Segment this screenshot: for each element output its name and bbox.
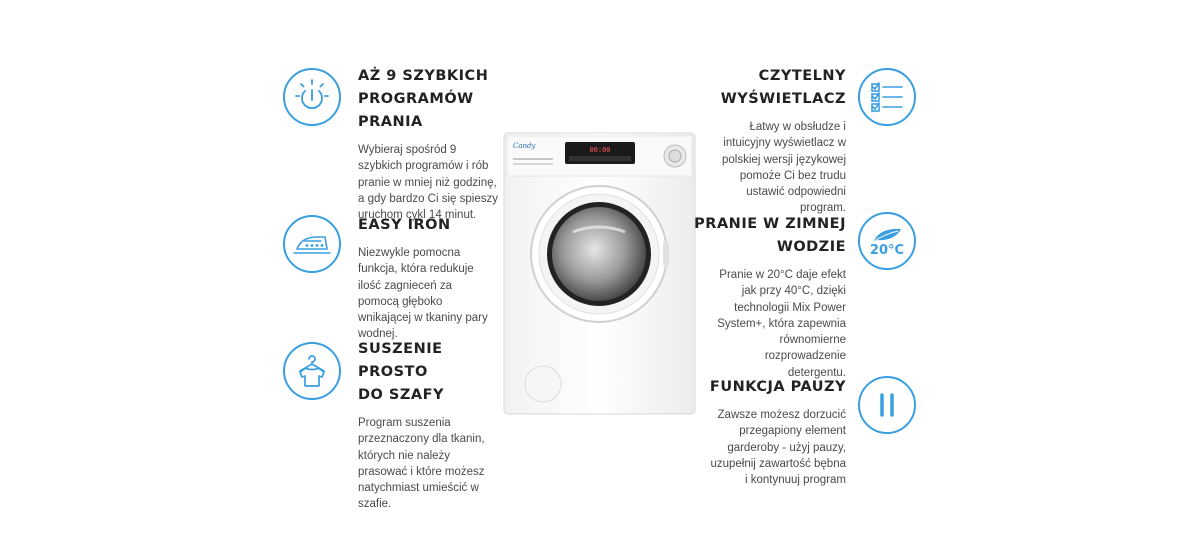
feature-title: AŻ 9 SZYBKICH PROGRAMÓW PRANIA bbox=[358, 68, 489, 130]
temperature-label: 20°C bbox=[869, 242, 905, 258]
feature-title: EASY IRON bbox=[358, 217, 451, 233]
feature-description: Zawsze możesz dorzucić przegapiony element garderoby - użyj pauzy, uzupełnij zawartość bębna i kontynuuj program bbox=[710, 409, 846, 487]
feature-description: Program suszenia przeznaczony dla tkanin, których nie należy prasować i które możesz natychmiast umieścić w szafie. bbox=[358, 417, 485, 511]
pause-icon bbox=[858, 376, 916, 434]
feature-easy-iron bbox=[358, 214, 508, 343]
power-button-icon bbox=[283, 68, 341, 126]
feature-title: SUSZENIE PROSTO DO SZAFY bbox=[358, 341, 444, 403]
feature-description: Wybieraj spośród 9 szybkich programów i rób pranie w mniej niż godzinę, a gdy bardzo Ci się spieszy uruchom cykl 14 minut. bbox=[358, 144, 498, 222]
feature-description: Łatwy w obsłudze i intuicyjny wyświetlacz w polskiej wersji językowej pomoże Ci bez trudu ustawić odpowiedni program. bbox=[722, 121, 846, 215]
washing-machine-image bbox=[503, 132, 696, 415]
leaf-20c-icon bbox=[858, 212, 916, 270]
feature-title: PRANIE W ZIMNEJ WODZIE bbox=[694, 216, 846, 255]
iron-icon bbox=[283, 215, 341, 273]
washer-display-readout: 00:00 bbox=[589, 146, 611, 154]
feature-pause bbox=[676, 376, 846, 488]
feature-cold-wash bbox=[676, 213, 846, 381]
feature-quick-programs bbox=[358, 65, 508, 223]
feature-dry-to-wardrobe bbox=[358, 338, 508, 513]
washer-brand-logo: Candy bbox=[513, 142, 536, 150]
shirt-on-hanger-icon bbox=[283, 342, 341, 400]
feature-description: Pranie w 20°C daje efekt jak przy 40°C, dzięki technologii Mix Power System+, która zapewnia równomierne rozprowadzenie detergentu. bbox=[717, 269, 846, 379]
feature-description: Niezwykle pomocna funkcja, która redukuje ilość zagnieceń za pomocą głęboko wnikającej w tkaniny pary wodnej. bbox=[358, 247, 488, 341]
checklist-icon bbox=[858, 68, 916, 126]
feature-display bbox=[676, 65, 846, 217]
feature-title: FUNKCJA PAUZY bbox=[709, 379, 846, 395]
feature-title: CZYTELNY WYŚWIETLACZ bbox=[720, 68, 846, 107]
